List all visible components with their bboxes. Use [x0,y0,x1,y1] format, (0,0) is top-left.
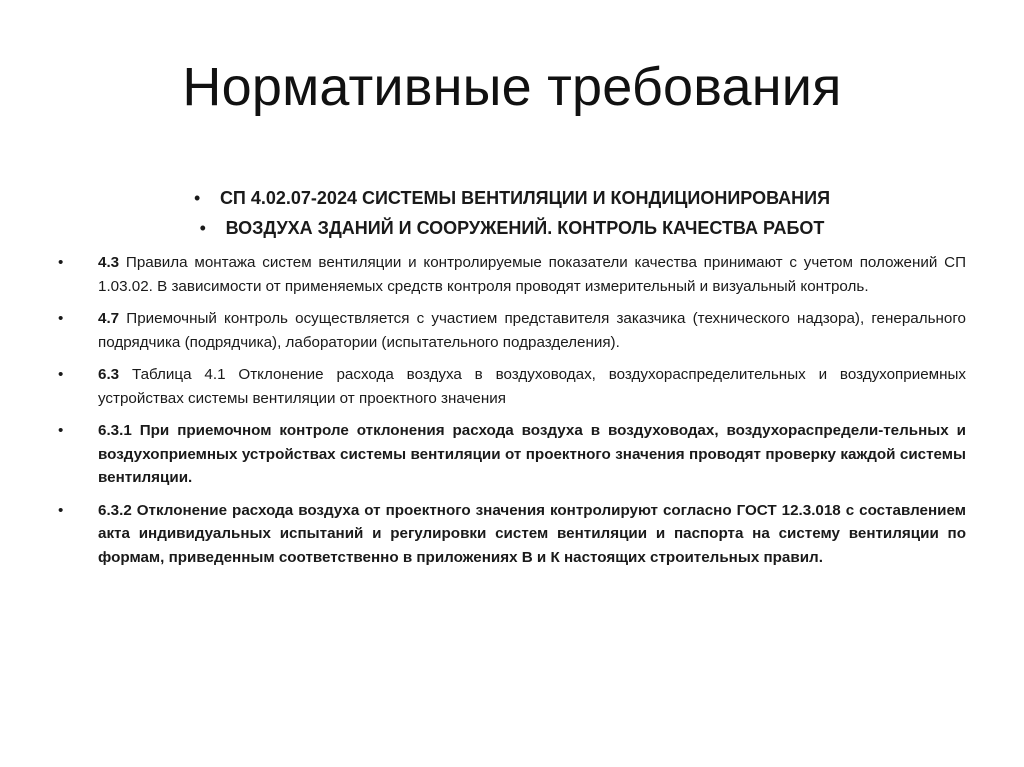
heading-line [0,183,1024,213]
bullet-icon: • [199,218,206,238]
clause-number: 6.3 [98,366,120,383]
clause-number: 4.7 [98,310,120,327]
bullet-icon: • [58,310,64,327]
requirement-item [58,307,966,354]
requirement-item [58,363,966,410]
clause-number: 4.3 [98,254,120,271]
clause-text: Приемочный контроль осуществляется с участием представителя заказчика (технического надзора), генерального подрядчика (подрядчика), лаборатории (испытательного подразделения). [98,310,966,351]
heading-line [0,213,1024,243]
bullet-icon: • [58,422,64,439]
requirement-item [58,499,966,570]
bullet-icon: • [58,366,64,383]
clause-text: Правила монтажа систем вентиляции и контролируемые показатели качества принимают с учетом положений СП 1.03.02. В зависимости от применяемых средств контроля проводят измерительный и визуальный контроль. [98,254,966,295]
clause-text: 6.3.2 Отклонение расхода воздуха от проектного значения контролируют согласно ГОСТ 12.3.018 с составлением акта индивидуальных испытаний и регулировки систем вентиляции и паспорта на систему вентиляции по формам, приведенным соответственно в приложениях В и К настоящих строительных правил. [98,501,966,566]
bullet-icon: • [193,188,201,208]
slide-title: Нормативные требования [182,57,842,117]
requirement-item [58,251,966,298]
heading-line-text: ВОЗДУХА ЗДАНИЙ И СООРУЖЕНИЙ. КОНТРОЛЬ КАЧЕСТВА РАБОТ [225,218,825,238]
standard-heading [0,183,1024,243]
requirements-list [58,251,966,578]
clause-text: Таблица 4.1 Отклонение расхода воздуха в воздуховодах, воздухораспределительных и воздухоприемных устройствах системы вентиляции от проектного значения [98,366,966,407]
bullet-icon: • [58,254,64,271]
clause-text: 6.3.1 При приемочном контроле отклонения расхода воздуха в воздуховодах, воздухораспредели-тельных и воздухоприемных устройствах системы вентиляции от проектного значения проводят проверку каждой системы вентиляции. [98,422,966,486]
bullet-icon: • [58,501,64,519]
requirement-item [58,419,966,490]
heading-line-text: СП 4.02.07-2024 СИСТЕМЫ ВЕНТИЛЯЦИИ И КОНДИЦИОНИРОВАНИЯ [219,188,831,208]
